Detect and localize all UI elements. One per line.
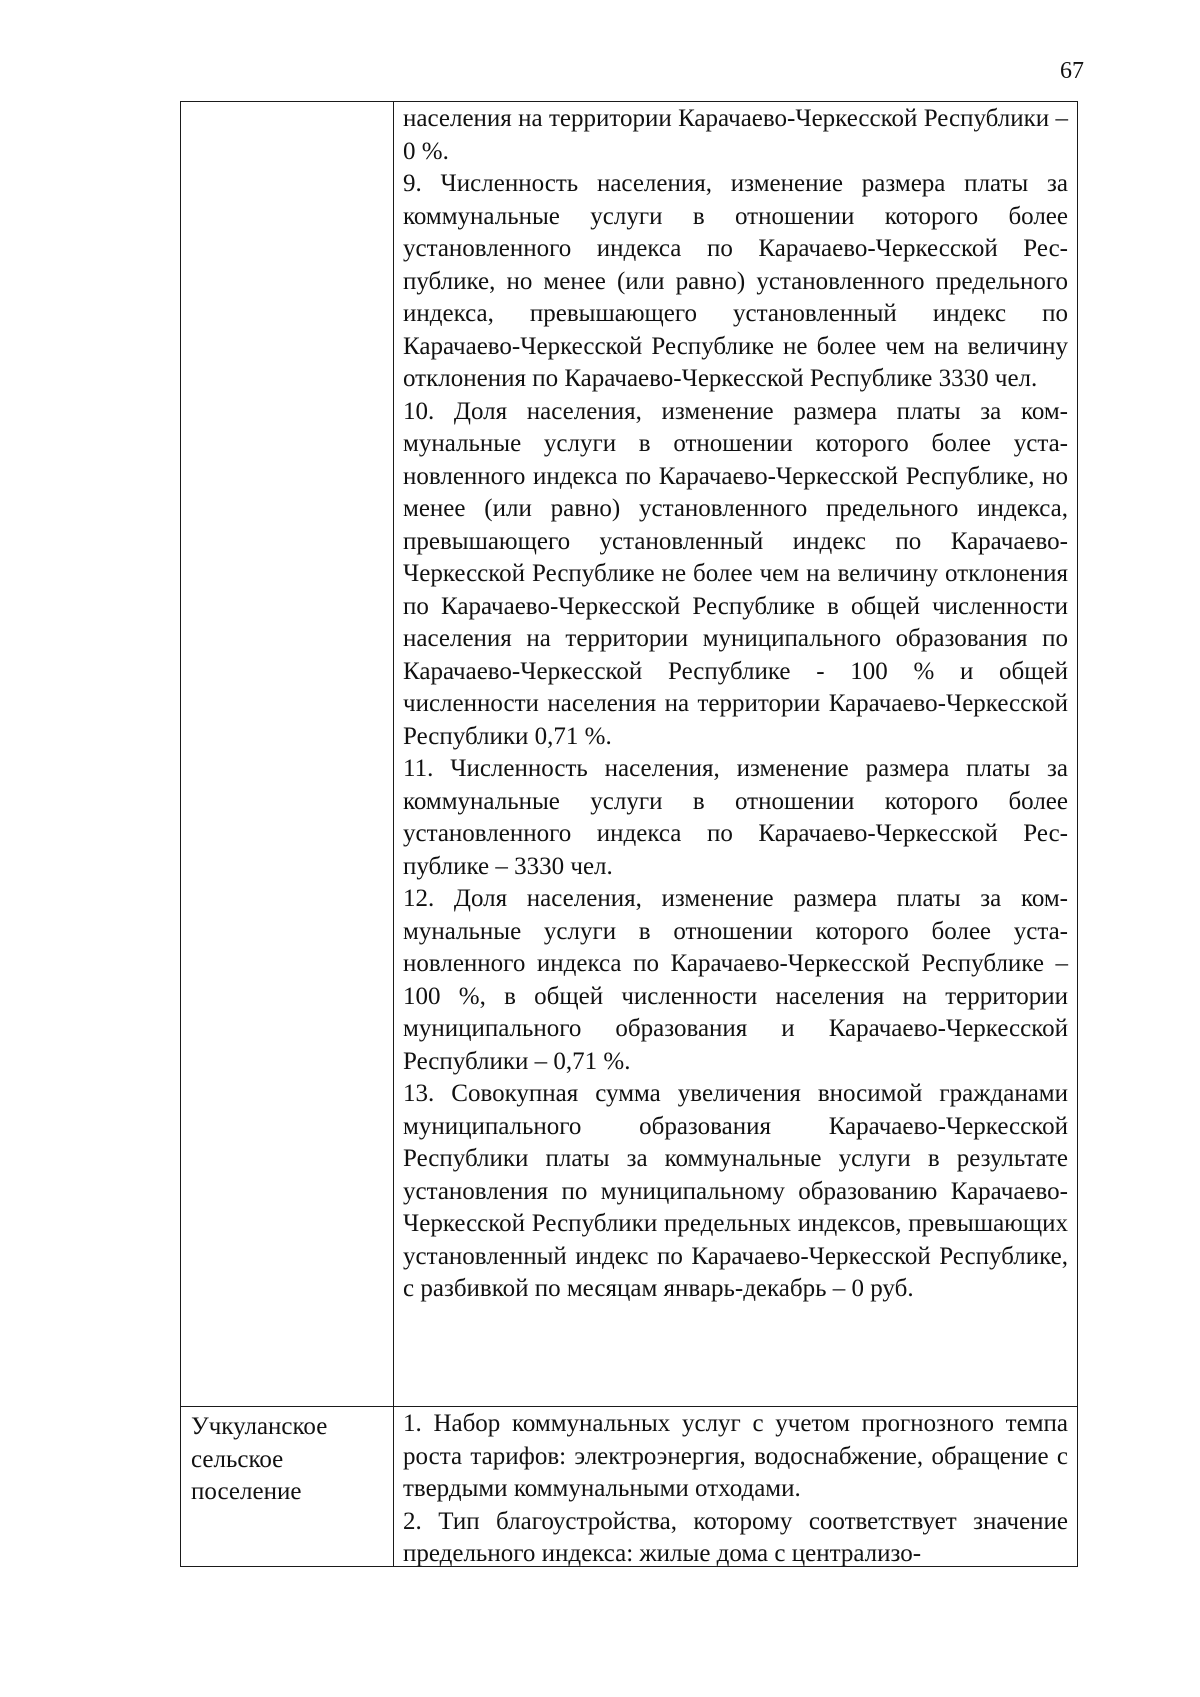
municipality-cell [181, 1407, 394, 1567]
municipality-name: Учкуланское сельское поселение [191, 1413, 328, 1505]
indicator-paragraph: 9. Численность населения, изменение размера платы за коммунальные услуги в отношении которого более установленного индекса по Карачаево-Черкесской Республике, но менее (или равно) установленного предельного индекса, превышающего установленный индекс по Карачаево-Черкесской Республике не более чем на величину отклонения по Карачаево-Черкесской Республике 3330 чел. [403, 170, 1068, 392]
indicator-paragraph: населения на территории Карачаево-Черкесской Республики – 0 %. [403, 105, 1068, 165]
document-table [180, 101, 1078, 1567]
indicators-text [394, 102, 1077, 1406]
indicator-paragraph: 1. Набор коммунальных услуг с учетом прогнозного темпа роста тарифов: электроэнергия, водоснабжение, обращение с твердыми коммунальными отходами. [403, 1410, 1068, 1502]
indicator-paragraph: 2. Тип благоустройства, которому соответствует значение предельного индекса: жилые дома с централизо- [403, 1507, 1068, 1566]
municipality-name [181, 102, 393, 106]
indicator-paragraph: 10. Доля населения, изменение размера платы за коммунальные услуги в отношении которого более установленного индекса по Карачаево-Черкесской Республике, но менее (или равно) установленного предельного индекса, превышающего установленный индекс по Карачаево-Черкесской Республике не более чем на величину отклонения по Карачаево-Черкесской Республике в общей численности населения на территории муниципального образования по Карачаево-Черкесской Республике - 100 % и общей численности населения на территории Карачаево-Черкесской Республики 0,71 %. [403, 397, 1068, 750]
indicators-cell [394, 1407, 1078, 1567]
table-row [181, 1407, 1078, 1567]
page-number: 67 [1060, 58, 1084, 84]
municipality-cell [181, 102, 394, 1407]
indicators-text [394, 1407, 1077, 1566]
table-row [181, 102, 1078, 1407]
indicator-paragraph: 13. Совокупная сумма увеличения вносимой гражданами муниципального образования Карачаево-Черкесской Республики платы за коммунальные услуги в результате установления по муниципальному образованию Карачаево-Черкесской Республики предельных индексов, превышающих установленный индекс по Карачаево-Черкесской Республике, с разбивкой по месяцам январь-декабрь – 0 руб. [403, 1080, 1068, 1302]
indicator-paragraph: 12. Доля населения, изменение размера платы за коммунальные услуги в отношении которого более установленного индекса по Карачаево-Черкесской Республике – 100 %, в общей численности населения на территории муниципального образования и Карачаево-Черкесской Республики – 0,71 %. [403, 885, 1068, 1075]
indicator-paragraph: 11. Численность населения, изменение размера платы за коммунальные услуги в отношении которого более установленного индекса по Карачаево-Черкесской Республике – 3330 чел. [403, 755, 1068, 880]
indicators-cell [394, 102, 1078, 1407]
